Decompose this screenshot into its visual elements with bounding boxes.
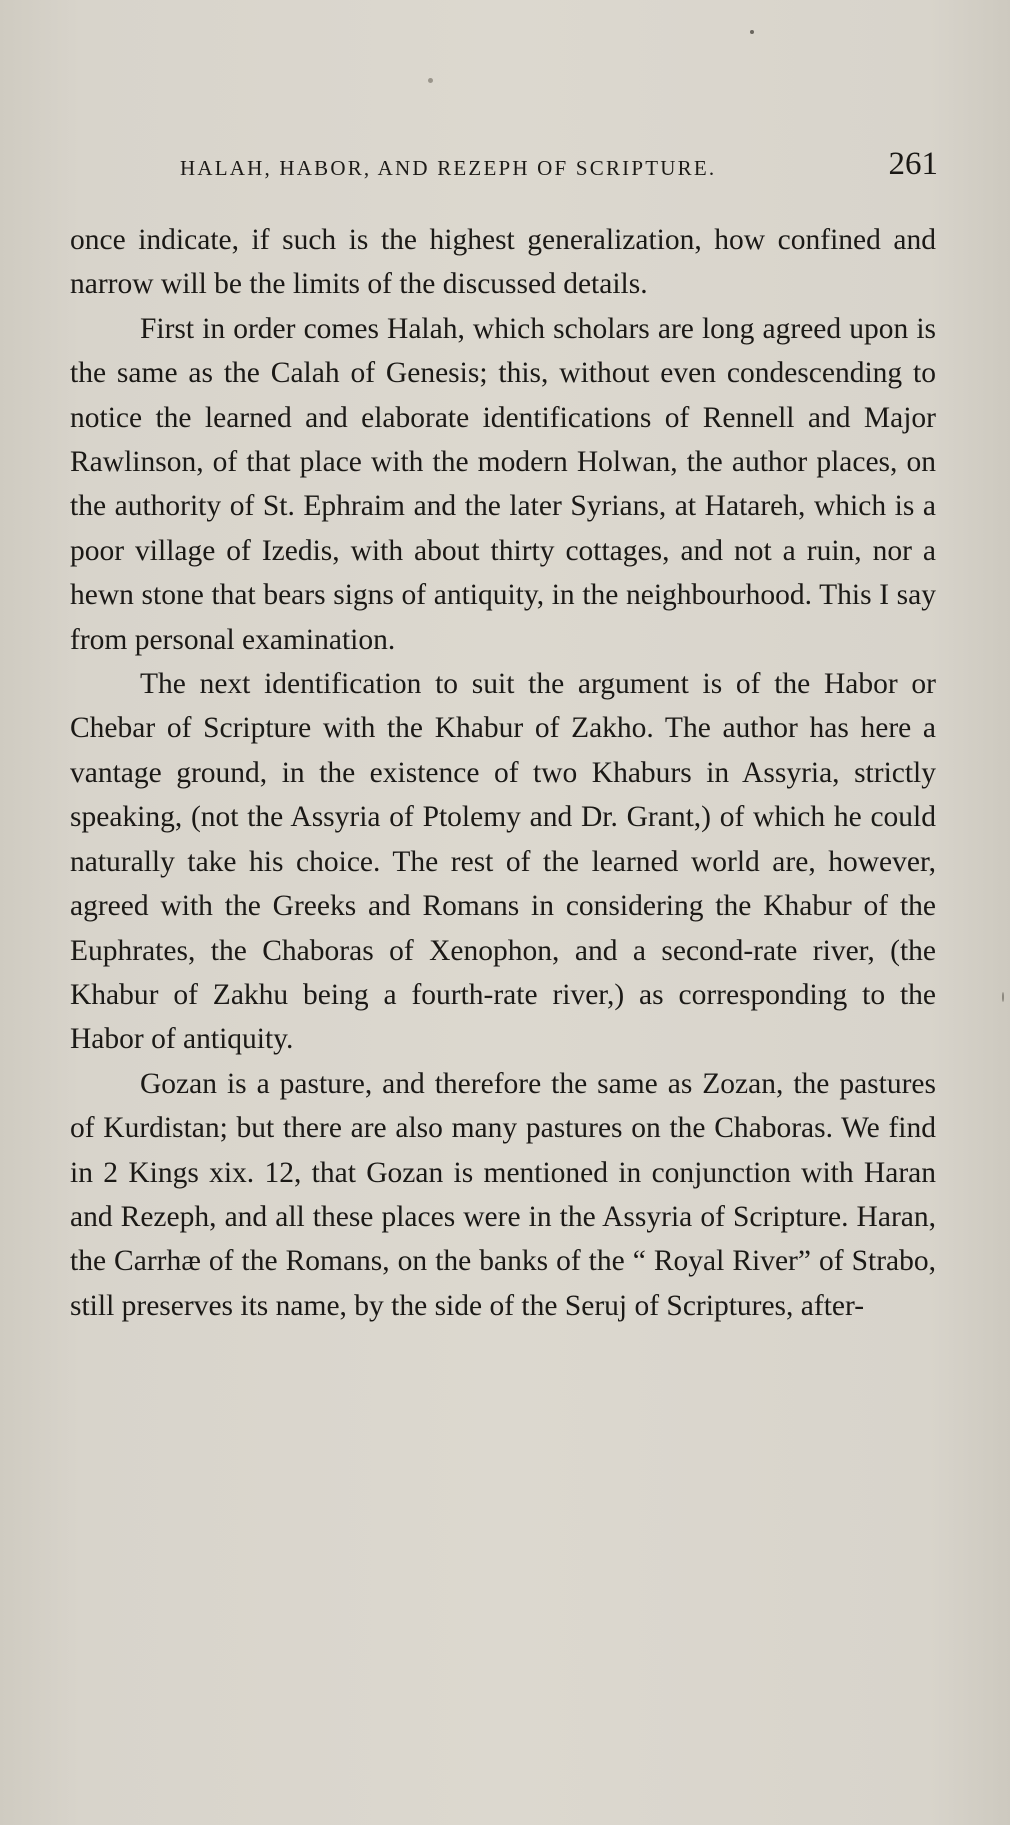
ink-speck	[750, 30, 754, 34]
ink-speck	[428, 78, 433, 83]
body-text	[70, 218, 936, 1328]
page-number: 261	[888, 146, 938, 182]
ink-speck	[1002, 992, 1004, 1002]
running-title: HALAH, HABOR, AND REZEPH OF SCRIPTURE.	[180, 156, 717, 180]
paragraph-gozan: Gozan is a pasture, and therefore the same as Zozan, the pastures of Kurdistan; but there are also many pastures on the Chaboras. We find in 2 Kings xix. 12, that Gozan is mentioned in conjunction with Haran and Rezeph, and all these places were in the Assyria of Scripture. Haran, the Carrhæ of the Romans, on the banks of the “ Royal River” of Strabo, still preserves its name, by the side of the Seruj of Scriptures, after-	[70, 1067, 936, 1322]
paragraph-continuation: once indicate, if such is the highest generalization, how confined and narrow will be the limits of the discussed details.	[70, 224, 936, 301]
running-head	[70, 146, 938, 194]
paragraph-habor: The next identification to suit the argument is of the Habor or Chebar of Scripture with the Khabur of Zakho. The author has here a vantage ground, in the existence of two Khaburs in Assyria, strictly speaking, (not the Assyria of Ptolemy and Dr. Grant,) of which he could naturally take his choice. The rest of the learned world are, however, agreed with the Greeks and Romans in considering the Khabur of the Euphrates, the Chaboras of Xenophon, and a second-rate river, (the Khabur of Zakhu being a fourth-rate river,) as corresponding to the Habor of antiquity.	[70, 668, 936, 1056]
paragraph-halah: First in order comes Halah, which scholars are long agreed upon is the same as the Calah of Genesis; this, without even condescending to notice the learned and elaborate identifications of Rennell and Major Rawlinson, of that place with the modern Holwan, the author places, on the authority of St. Ephraim and the later Syrians, at Hatareh, which is a poor village of Izedis, with about thirty cottages, and not a ruin, nor a hewn stone that bears signs of antiquity, in the neighbourhood. This I say from personal examination.	[70, 312, 936, 656]
